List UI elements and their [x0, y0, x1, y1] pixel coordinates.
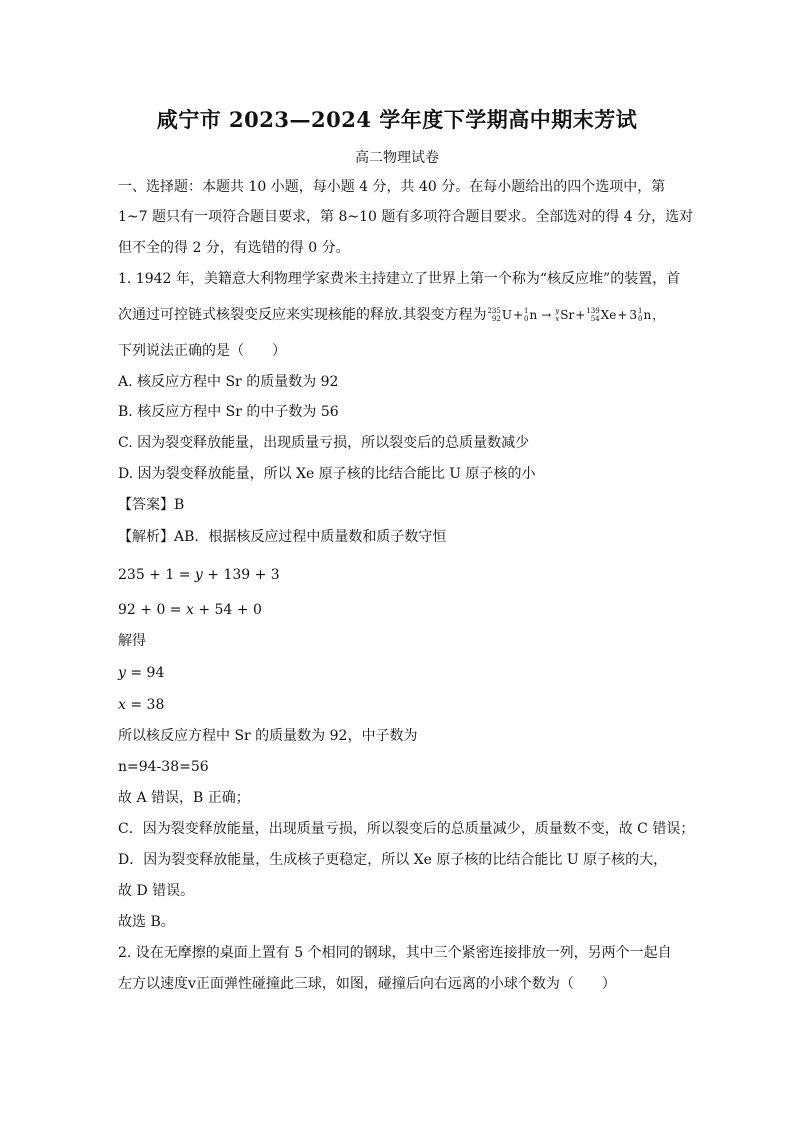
nuclide-strontium	[555, 306, 574, 324]
option-c: C. 因为裂变释放能量，出现质量亏损，所以裂变后的总质量数减少	[118, 435, 530, 451]
answer-label: 【答案】B	[118, 497, 185, 513]
section-instructions-line-2: 1~7 题只有一项符合题目要求，第 8~10 题有多项符合题目要求。全部选对的得 4 分，选对	[118, 209, 694, 225]
result-x	[118, 696, 678, 714]
question-1-stem-text: 次通过可控链式核裂变反应来实现核能的释放.其裂变方程为	[118, 307, 487, 323]
question-2-stem-line-1: 2. 设在无摩擦的桌面上置有 5 个相同的钢球，其中三个紧密连接排放一列，另两个一起自	[118, 945, 672, 961]
n2-atomic-number: 0	[638, 315, 643, 323]
eq2-rhs: + 54 + 0	[193, 602, 262, 618]
final-choice: 故选 B。	[118, 914, 175, 930]
analysis-intro: 【解析】AB．根据核反应过程中质量数和质子数守恒	[118, 529, 447, 545]
analysis-d-line-1: D．因为裂变释放能量，生成核子更稳定，所以 Xe 原子核的比结合能比 U 原子核的大，	[118, 852, 668, 868]
conclusion-line-2: n=94-38=56	[118, 759, 209, 775]
q2-line2-pre: 左方以速度	[118, 976, 188, 992]
n2-mass-number: 1	[638, 307, 643, 315]
option-b: B. 核反应方程中 Sr 的中子数为 56	[118, 404, 339, 420]
exam-title: 咸宁市 2023—2024 学年度下学期高中期末芳试	[156, 107, 638, 132]
question-1-stem-line-1: 1. 1942 年，美籍意大利物理学家费米主持建立了世界上第一个称为“核反应堆”的装置，首	[118, 271, 681, 287]
analysis-c: C．因为裂变释放能量，出现质量亏损，所以裂变后的总质量减少，质量数不变，故 C 错误；	[118, 821, 695, 837]
section-instructions-line-3: 但不全的得 2 分，有选错的得 0 分。	[118, 240, 350, 256]
result-y-value: = 94	[125, 665, 165, 681]
neutron-coefficient: 3	[629, 308, 638, 322]
equation-tail: ，	[652, 308, 665, 322]
option-d: D. 因为裂变释放能量，所以 Xe 原子核的比结合能比 U 原子核的小	[118, 466, 536, 482]
n2-symbol: n	[643, 308, 652, 322]
eq1-rhs: + 139 + 3	[202, 567, 280, 583]
q2-velocity-var: v	[188, 976, 196, 992]
conclusion-line-1: 所以核反应方程中 Sr 的质量数为 92，中子数为	[118, 728, 418, 744]
fission-equation	[486, 306, 664, 324]
nuclide-uranium	[487, 306, 512, 324]
plus-sign: +	[575, 308, 586, 322]
section-instructions-line-1: 一、选择题：本题共 10 小题，每小题 4 分，共 40 分。在每小题给出的四个选项中，第	[118, 179, 666, 195]
exam-subtitle: 高二物理试卷	[355, 150, 439, 166]
u-mass-number: 235	[487, 307, 501, 315]
nuclide-neutron-product	[638, 306, 651, 324]
xe-symbol: Xe	[600, 308, 617, 322]
result-x-value: = 38	[125, 697, 165, 713]
question-1-stem-line-2	[118, 306, 678, 324]
xe-atomic-number: 54	[590, 315, 600, 323]
n-mass-number: 1	[524, 307, 529, 315]
u-symbol: U	[501, 308, 512, 322]
eq1-var: y	[194, 567, 203, 583]
eq1-lhs: 235 + 1 =	[118, 567, 195, 583]
equation-charge-conservation	[118, 601, 678, 619]
solve-label: 解得	[118, 633, 146, 649]
eq2-lhs: 92 + 0 =	[118, 602, 186, 618]
question-1-stem-line-3: 下列说法正确的是（ ）	[118, 343, 286, 359]
n-symbol: n	[529, 308, 538, 322]
u-atomic-number: 92	[491, 315, 501, 323]
plus-sign: +	[617, 308, 628, 322]
question-2-stem-line-2	[118, 975, 678, 993]
result-y-var: y	[118, 665, 126, 681]
analysis-d-line-2: 故 D 错误。	[118, 883, 195, 899]
option-a: A. 核反应方程中 Sr 的质量数为 92	[118, 374, 339, 390]
sr-mass-number: y	[555, 307, 560, 315]
q2-line2-post: 正面弹性碰撞此三球，如图，碰撞后向右远离的小球个数为（ ）	[195, 976, 616, 992]
result-x-var: x	[118, 697, 126, 713]
plus-sign: +	[512, 308, 524, 322]
nuclide-neutron	[524, 306, 537, 324]
reaction-arrow: →	[541, 308, 552, 322]
eq2-var: x	[185, 602, 194, 618]
conclusion-line-3: 故 A 错误，B 正确；	[118, 790, 250, 806]
result-y	[118, 664, 678, 682]
equation-mass-conservation	[118, 566, 678, 584]
nuclide-xenon	[586, 306, 616, 324]
n-atomic-number: 0	[524, 315, 529, 323]
sr-atomic-number: x	[555, 315, 560, 323]
sr-symbol: Sr	[560, 308, 575, 322]
xe-mass-number: 139	[586, 307, 600, 315]
